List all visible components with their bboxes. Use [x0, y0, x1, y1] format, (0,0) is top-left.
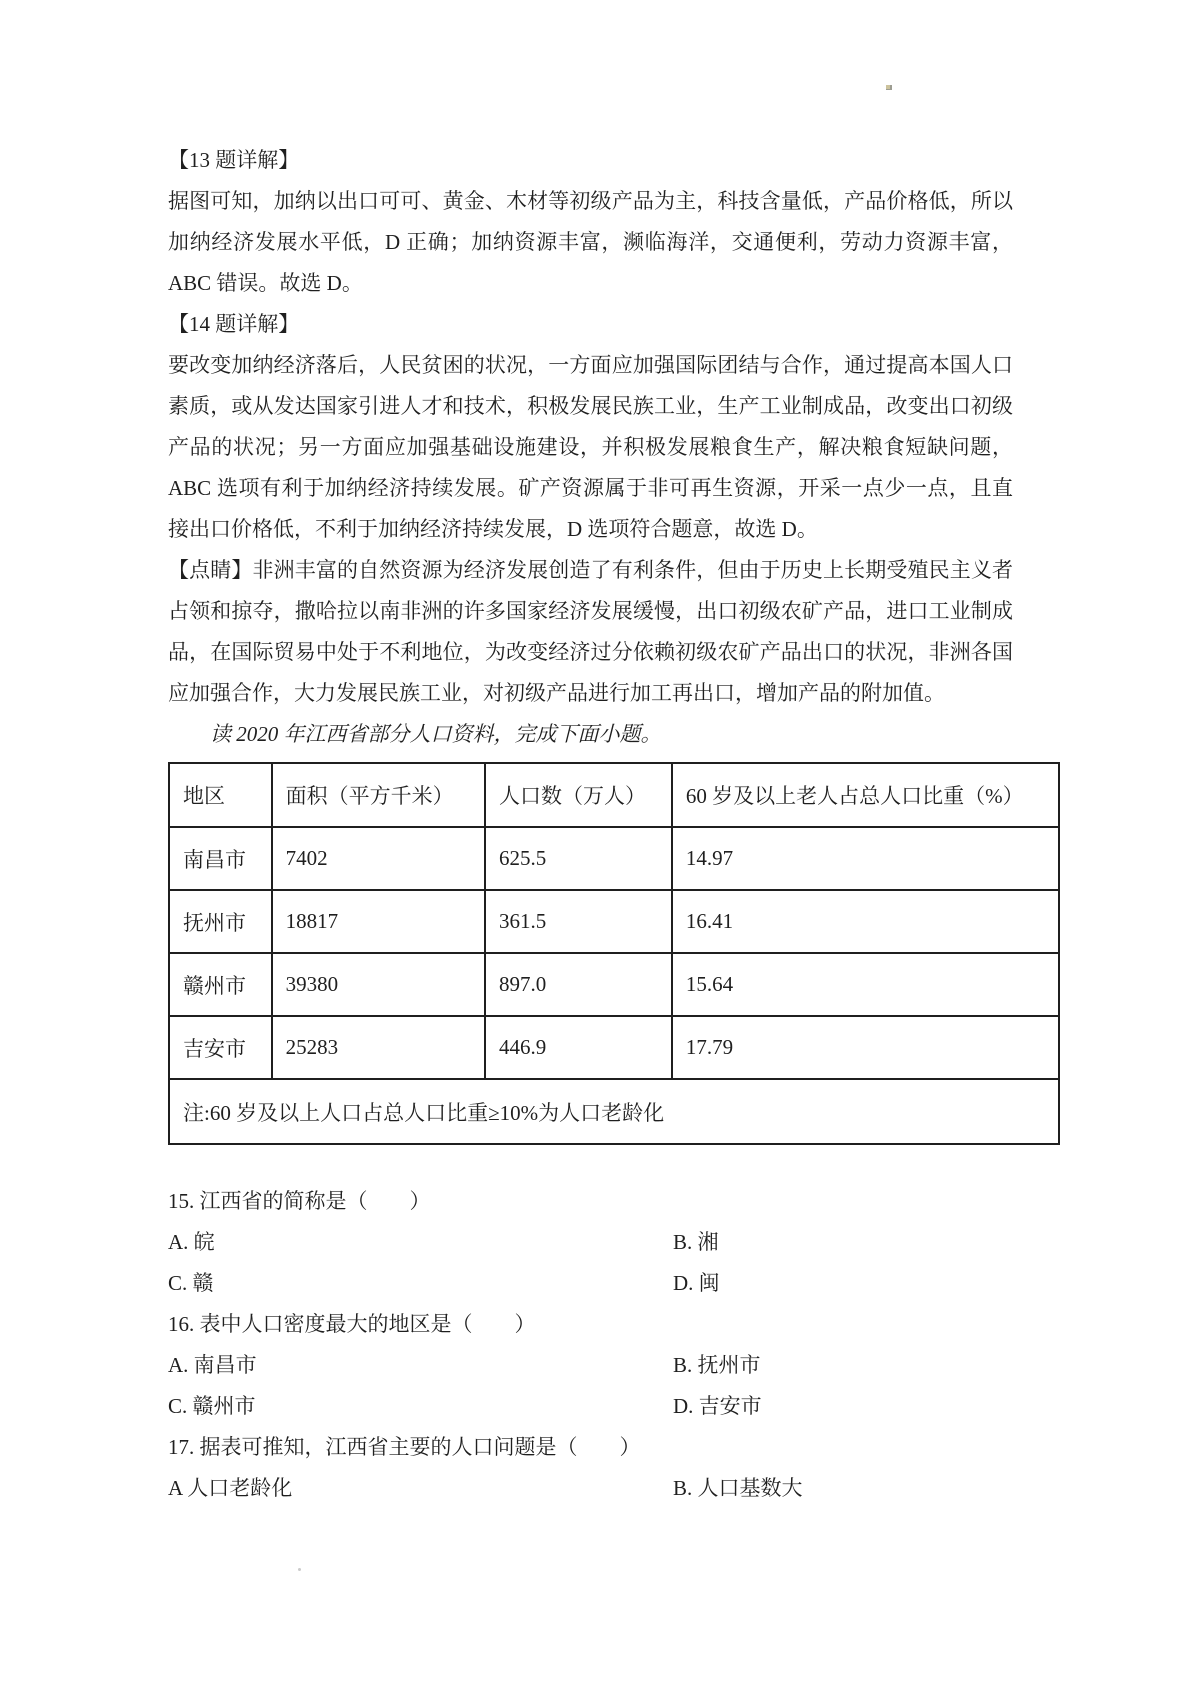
header-area: 面积（平方千米）: [272, 763, 485, 827]
cell-population: 361.5: [485, 890, 672, 953]
question-16-options-row-2: [168, 1386, 1048, 1427]
cell-area: 25283: [272, 1016, 485, 1079]
cell-elderly-ratio: 14.97: [672, 827, 1059, 890]
table-note: 注:60 岁及以上人口占总人口比重≥10%为人口老龄化: [169, 1079, 1059, 1144]
table-row: [169, 827, 1059, 890]
question-17-title: 17. 据表可推知，江西省主要的人口问题是（ ）: [168, 1435, 641, 1459]
question-15-options-row-2: [168, 1263, 1048, 1304]
cell-region: 赣州市: [169, 953, 272, 1016]
cell-region: 吉安市: [169, 1016, 272, 1079]
cell-population: 625.5: [485, 827, 672, 890]
header-region: 地区: [169, 763, 272, 827]
header-population: 人口数（万人）: [485, 763, 672, 827]
question-15-options-row-1: [168, 1222, 1048, 1263]
scan-speck-bottom: [298, 1568, 301, 1571]
questions-block: [168, 1181, 1048, 1509]
question-16-title: 16. 表中人口密度最大的地区是（ ）: [168, 1312, 536, 1336]
header-elderly-ratio: 60 岁及以上老人占总人口比重（%）: [672, 763, 1059, 827]
table-row: [169, 890, 1059, 953]
table-row: [169, 1016, 1059, 1079]
question-15-title: 15. 江西省的简称是（ ）: [168, 1189, 431, 1213]
cell-area: 7402: [272, 827, 485, 890]
section-heading-q13: 【13 题详解】: [168, 148, 300, 172]
option-16-b: B. 抚州市: [673, 1353, 761, 1377]
option-15-b: B. 湘: [673, 1230, 719, 1254]
option-17-b: B. 人口基数大: [673, 1476, 803, 1500]
question-17-options-row-1: [168, 1468, 1048, 1509]
question-16-options-row-1: [168, 1345, 1048, 1386]
option-16-d: D. 吉安市: [673, 1394, 762, 1418]
cell-area: 18817: [272, 890, 485, 953]
option-15-d: D. 闽: [673, 1271, 720, 1295]
table-header-row: [169, 763, 1059, 827]
section-heading-q14: 【14 题详解】: [168, 312, 300, 336]
key-note-paragraph: 【点睛】非洲丰富的自然资源为经济发展创造了有利条件，但由于历史上长期受殖民主义者占领和掠夺，撒哈拉以南非洲的许多国家经济发展缓慢，出口初级农矿产品，进口工业制成品，在国际贸易中处于不利地位，为改变经济过分依赖初级农矿产品出口的状况，非洲各国应加强合作，大力发展民族工业，对初级产品进行加工再出口，增加产品的附加值。: [168, 558, 1013, 705]
cell-elderly-ratio: 15.64: [672, 953, 1059, 1016]
cell-region: 抚州市: [169, 890, 272, 953]
table-row: [169, 953, 1059, 1016]
explanation-q13: 据图可知，加纳以出口可可、黄金、木材等初级产品为主，科技含量低，产品价格低，所以加纳经济发展水平低，D 正确；加纳资源丰富，濒临海洋，交通便利，劳动力资源丰富，ABC 错误。故选 D。: [168, 189, 1013, 295]
explanation-q14: 要改变加纳经济落后，人民贫困的状况，一方面应加强国际团结与合作，通过提高本国人口素质，或从发达国家引进人才和技术，积极发展民族工业，生产工业制成品，改变出口初级产品的状况；另一方面应加强基础设施建设，并积极发展粮食生产，解决粮食短缺问题，ABC 选项有利于加纳经济持续发展。矿产资源属于非可再生资源，开采一点少一点，且直接出口价格低，不利于加纳经济持续发展，D 选项符合题意，故选 D。: [168, 353, 1013, 541]
table-note-row: [169, 1079, 1059, 1144]
option-15-c: C. 赣: [168, 1271, 214, 1295]
option-17-a: A 人口老龄化: [168, 1476, 293, 1500]
table-intro-line: 读 2020 年江西省部分人口资料，完成下面小题。: [210, 722, 662, 746]
cell-population: 897.0: [485, 953, 672, 1016]
cell-population: 446.9: [485, 1016, 672, 1079]
cell-area: 39380: [272, 953, 485, 1016]
cell-elderly-ratio: 17.79: [672, 1016, 1059, 1079]
option-16-c: C. 赣州市: [168, 1394, 256, 1418]
cell-region: 南昌市: [169, 827, 272, 890]
scan-speck-top: [886, 85, 892, 90]
population-table-wrap: [168, 762, 1060, 1145]
population-table: [168, 762, 1060, 1145]
option-15-a: A. 皖: [168, 1230, 215, 1254]
explanations-block: [168, 140, 1013, 755]
cell-elderly-ratio: 16.41: [672, 890, 1059, 953]
option-16-a: A. 南昌市: [168, 1353, 257, 1377]
